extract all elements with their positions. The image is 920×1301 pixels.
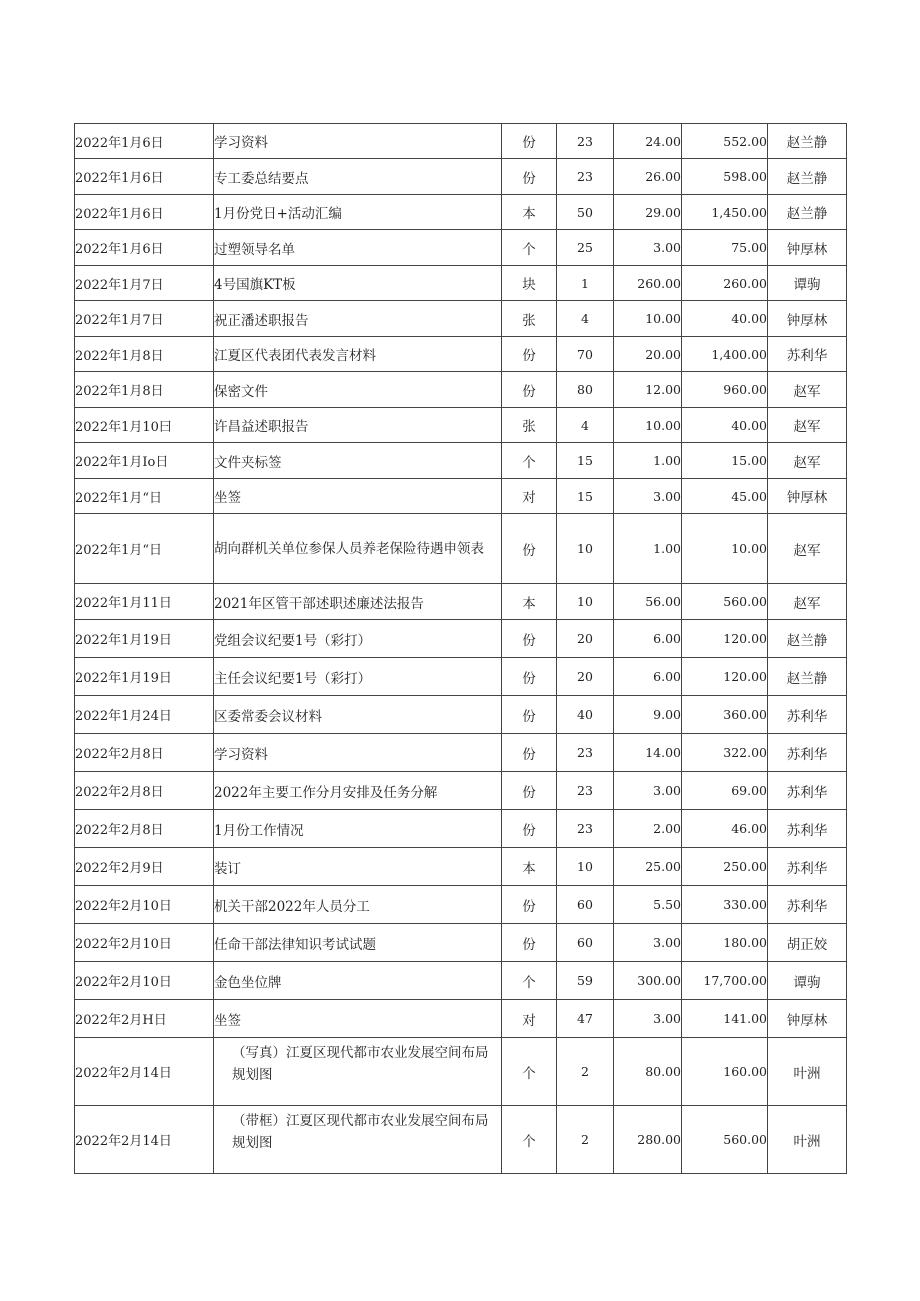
unit-price-cell: 3.00: [614, 479, 682, 514]
unit-cell: 个: [502, 1106, 557, 1174]
amount-cell: 10.00: [682, 514, 768, 584]
amount-cell: 322.00: [682, 734, 768, 772]
date-cell: 2022年2月14日: [75, 1106, 214, 1174]
handler-cell: 赵兰静: [768, 159, 847, 195]
quantity-cell: 10: [557, 848, 614, 886]
date-cell: 2022年1月8日: [75, 337, 214, 372]
handler-cell: 苏利华: [768, 810, 847, 848]
handler-cell: 赵兰静: [768, 195, 847, 230]
date-cell: 2022年2月10日: [75, 886, 214, 924]
date-cell: 2022年1月19日: [75, 620, 214, 658]
amount-cell: 598.00: [682, 159, 768, 195]
quantity-cell: 2: [557, 1106, 614, 1174]
handler-cell: 钟厚林: [768, 230, 847, 266]
table-row: [75, 848, 847, 886]
handler-cell: 苏利华: [768, 848, 847, 886]
quantity-cell: 2: [557, 1038, 614, 1106]
unit-cell: 张: [502, 301, 557, 337]
item-cell: 许昌益述职报告: [214, 408, 502, 443]
unit-price-cell: 56.00: [614, 584, 682, 620]
unit-cell: 块: [502, 266, 557, 301]
handler-cell: 谭驹: [768, 266, 847, 301]
unit-price-cell: 10.00: [614, 301, 682, 337]
unit-price-cell: 300.00: [614, 962, 682, 1000]
table-row: [75, 195, 847, 230]
item-cell: 保密文件: [214, 372, 502, 408]
table-row: [75, 1038, 847, 1106]
date-cell: 2022年1月7日: [75, 301, 214, 337]
item-cell: 装订: [214, 848, 502, 886]
date-cell: 2022年2月8日: [75, 734, 214, 772]
unit-cell: 份: [502, 124, 557, 159]
unit-price-cell: 3.00: [614, 230, 682, 266]
unit-cell: 个: [502, 962, 557, 1000]
quantity-cell: 23: [557, 772, 614, 810]
date-cell: 2022年1月10曰: [75, 408, 214, 443]
amount-cell: 160.00: [682, 1038, 768, 1106]
item-cell: 坐签: [214, 1000, 502, 1038]
amount-cell: 141.00: [682, 1000, 768, 1038]
quantity-cell: 25: [557, 230, 614, 266]
date-cell: 2022年1月“日: [75, 479, 214, 514]
table-row: [75, 1106, 847, 1174]
unit-price-cell: 3.00: [614, 924, 682, 962]
quantity-cell: 47: [557, 1000, 614, 1038]
amount-cell: 250.00: [682, 848, 768, 886]
unit-cell: 份: [502, 658, 557, 696]
unit-cell: 份: [502, 514, 557, 584]
unit-cell: 个: [502, 443, 557, 479]
amount-cell: 40.00: [682, 408, 768, 443]
unit-price-cell: 12.00: [614, 372, 682, 408]
unit-cell: 对: [502, 479, 557, 514]
quantity-cell: 23: [557, 810, 614, 848]
table-row: [75, 124, 847, 159]
table-row: [75, 479, 847, 514]
amount-cell: 360.00: [682, 696, 768, 734]
amount-cell: 46.00: [682, 810, 768, 848]
handler-cell: 钟厚林: [768, 479, 847, 514]
table-row: [75, 658, 847, 696]
item-cell: 主任会议纪要1号（彩打）: [214, 658, 502, 696]
handler-cell: 赵军: [768, 514, 847, 584]
date-cell: 2022年2月8日: [75, 772, 214, 810]
unit-price-cell: 6.00: [614, 620, 682, 658]
handler-cell: 叶洲: [768, 1038, 847, 1106]
unit-price-cell: 260.00: [614, 266, 682, 301]
unit-cell: 对: [502, 1000, 557, 1038]
quantity-cell: 15: [557, 443, 614, 479]
item-cell: 任命干部法律知识考试试题: [214, 924, 502, 962]
handler-cell: 胡正姣: [768, 924, 847, 962]
amount-cell: 45.00: [682, 479, 768, 514]
item-cell: 江夏区代表团代表发言材料: [214, 337, 502, 372]
unit-cell: 份: [502, 924, 557, 962]
date-cell: 2022年1月6日: [75, 195, 214, 230]
unit-cell: 份: [502, 734, 557, 772]
amount-cell: 75.00: [682, 230, 768, 266]
item-cell: 祝正潘述职报告: [214, 301, 502, 337]
amount-cell: 15.00: [682, 443, 768, 479]
expense-table-body: [75, 124, 847, 1174]
handler-cell: 赵军: [768, 584, 847, 620]
handler-cell: 钟厚林: [768, 301, 847, 337]
handler-cell: 赵兰静: [768, 124, 847, 159]
quantity-cell: 20: [557, 620, 614, 658]
date-cell: 2022年2月9日: [75, 848, 214, 886]
table-row: [75, 514, 847, 584]
amount-cell: 552.00: [682, 124, 768, 159]
amount-cell: 260.00: [682, 266, 768, 301]
quantity-cell: 60: [557, 924, 614, 962]
quantity-cell: 10: [557, 514, 614, 584]
table-row: [75, 772, 847, 810]
unit-cell: 份: [502, 886, 557, 924]
item-cell: 坐签: [214, 479, 502, 514]
date-cell: 2022年1月6日: [75, 159, 214, 195]
item-cell: 胡向群机关单位参保人员养老保险待遇申领表: [214, 514, 502, 584]
handler-cell: 谭驹: [768, 962, 847, 1000]
unit-cell: 份: [502, 372, 557, 408]
handler-cell: 苏利华: [768, 337, 847, 372]
table-row: [75, 924, 847, 962]
quantity-cell: 4: [557, 408, 614, 443]
amount-cell: 120.00: [682, 658, 768, 696]
handler-cell: 赵兰静: [768, 658, 847, 696]
table-row: [75, 734, 847, 772]
unit-price-cell: 2.00: [614, 810, 682, 848]
unit-cell: 个: [502, 230, 557, 266]
table-row: [75, 230, 847, 266]
table-row: [75, 620, 847, 658]
table-row: [75, 696, 847, 734]
table-row: [75, 584, 847, 620]
item-cell: 学习资料: [214, 734, 502, 772]
date-cell: 2022年2月14日: [75, 1038, 214, 1106]
unit-price-cell: 1.00: [614, 443, 682, 479]
quantity-cell: 10: [557, 584, 614, 620]
item-cell: 学习资料: [214, 124, 502, 159]
date-cell: 2022年1月19日: [75, 658, 214, 696]
unit-price-cell: 10.00: [614, 408, 682, 443]
date-cell: 2022年1月24日: [75, 696, 214, 734]
quantity-cell: 23: [557, 124, 614, 159]
table-row: [75, 408, 847, 443]
item-cell: 机关干部2022年人员分工: [214, 886, 502, 924]
amount-cell: 40.00: [682, 301, 768, 337]
unit-cell: 份: [502, 159, 557, 195]
date-cell: 2022年2月H日: [75, 1000, 214, 1038]
amount-cell: 69.00: [682, 772, 768, 810]
unit-price-cell: 5.50: [614, 886, 682, 924]
unit-cell: 份: [502, 772, 557, 810]
date-cell: 2022年2月10日: [75, 962, 214, 1000]
unit-cell: 份: [502, 696, 557, 734]
item-cell: 党组会议纪要1号（彩打）: [214, 620, 502, 658]
table-row: [75, 301, 847, 337]
quantity-cell: 4: [557, 301, 614, 337]
amount-cell: 330.00: [682, 886, 768, 924]
item-cell: 2022年主要工作分月安排及任务分解: [214, 772, 502, 810]
quantity-cell: 70: [557, 337, 614, 372]
unit-price-cell: 3.00: [614, 1000, 682, 1038]
expense-table: [74, 123, 847, 1174]
item-cell: 1月份工作情况: [214, 810, 502, 848]
amount-cell: 560.00: [682, 584, 768, 620]
item-cell: 区委常委会议材料: [214, 696, 502, 734]
unit-price-cell: 20.00: [614, 337, 682, 372]
handler-cell: 叶洲: [768, 1106, 847, 1174]
unit-cell: 份: [502, 620, 557, 658]
unit-price-cell: 9.00: [614, 696, 682, 734]
item-cell: （带框）江夏区现代都市农业发展空间布局规划图: [214, 1106, 502, 1174]
handler-cell: 赵兰静: [768, 620, 847, 658]
handler-cell: 苏利华: [768, 696, 847, 734]
unit-cell: 本: [502, 195, 557, 230]
unit-price-cell: 280.00: [614, 1106, 682, 1174]
table-row: [75, 159, 847, 195]
unit-price-cell: 24.00: [614, 124, 682, 159]
table-row: [75, 443, 847, 479]
amount-cell: 560.00: [682, 1106, 768, 1174]
quantity-cell: 40: [557, 696, 614, 734]
quantity-cell: 20: [557, 658, 614, 696]
date-cell: 2022年1月Io日: [75, 443, 214, 479]
unit-cell: 份: [502, 337, 557, 372]
date-cell: 2022年1月7日: [75, 266, 214, 301]
amount-cell: 120.00: [682, 620, 768, 658]
date-cell: 2022年2月8日: [75, 810, 214, 848]
amount-cell: 180.00: [682, 924, 768, 962]
quantity-cell: 1: [557, 266, 614, 301]
item-cell: 1月份党日+活动汇编: [214, 195, 502, 230]
handler-cell: 苏利华: [768, 886, 847, 924]
date-cell: 2022年1月8日: [75, 372, 214, 408]
amount-cell: 1,400.00: [682, 337, 768, 372]
handler-cell: 赵军: [768, 408, 847, 443]
amount-cell: 1,450.00: [682, 195, 768, 230]
item-cell: 2021年区管干部述职述廉述法报告: [214, 584, 502, 620]
table-row: [75, 337, 847, 372]
handler-cell: 钟厚林: [768, 1000, 847, 1038]
date-cell: 2022年1月6日: [75, 124, 214, 159]
handler-cell: 苏利华: [768, 772, 847, 810]
unit-cell: 本: [502, 584, 557, 620]
unit-price-cell: 26.00: [614, 159, 682, 195]
unit-price-cell: 3.00: [614, 772, 682, 810]
quantity-cell: 50: [557, 195, 614, 230]
table-row: [75, 886, 847, 924]
unit-cell: 张: [502, 408, 557, 443]
table-row: [75, 266, 847, 301]
handler-cell: 赵军: [768, 372, 847, 408]
unit-cell: 个: [502, 1038, 557, 1106]
item-cell: 文件夹标签: [214, 443, 502, 479]
amount-cell: 17,700.00: [682, 962, 768, 1000]
unit-price-cell: 80.00: [614, 1038, 682, 1106]
quantity-cell: 59: [557, 962, 614, 1000]
item-cell: 4号国旗KT板: [214, 266, 502, 301]
item-cell: 金色坐位牌: [214, 962, 502, 1000]
unit-price-cell: 14.00: [614, 734, 682, 772]
unit-price-cell: 1.00: [614, 514, 682, 584]
handler-cell: 苏利华: [768, 734, 847, 772]
table-row: [75, 372, 847, 408]
unit-price-cell: 29.00: [614, 195, 682, 230]
unit-price-cell: 25.00: [614, 848, 682, 886]
item-cell: 过塑领导名单: [214, 230, 502, 266]
handler-cell: 赵军: [768, 443, 847, 479]
quantity-cell: 80: [557, 372, 614, 408]
date-cell: 2022年1月“日: [75, 514, 214, 584]
date-cell: 2022年1月6日: [75, 230, 214, 266]
date-cell: 2022年1月11日: [75, 584, 214, 620]
unit-cell: 份: [502, 810, 557, 848]
item-cell: 专工委总结要点: [214, 159, 502, 195]
table-row: [75, 1000, 847, 1038]
date-cell: 2022年2月10日: [75, 924, 214, 962]
quantity-cell: 23: [557, 159, 614, 195]
table-row: [75, 810, 847, 848]
unit-cell: 本: [502, 848, 557, 886]
amount-cell: 960.00: [682, 372, 768, 408]
quantity-cell: 60: [557, 886, 614, 924]
quantity-cell: 23: [557, 734, 614, 772]
item-cell: （写真）江夏区现代都市农业发展空间布局规划图: [214, 1038, 502, 1106]
unit-price-cell: 6.00: [614, 658, 682, 696]
quantity-cell: 15: [557, 479, 614, 514]
table-row: [75, 962, 847, 1000]
